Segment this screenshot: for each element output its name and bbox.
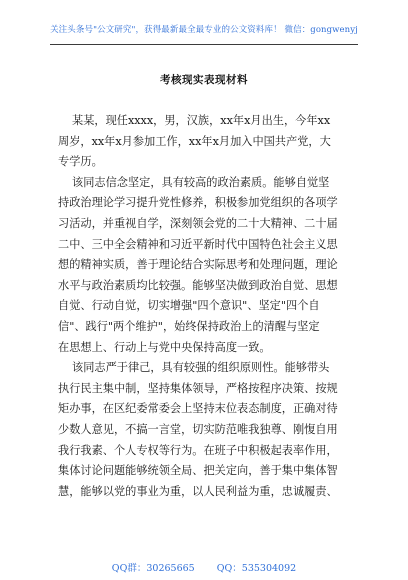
body-line: 我行我素、个人专权等行为。在班子中积极起表率作用，: [58, 443, 338, 457]
body-line: 少数人意见，不搞一言堂，切实防范唯我独尊、刚愎自用: [58, 422, 338, 436]
body-line: 想的精神实质，善于理论结合实际思考和处理问题，理论: [58, 258, 338, 272]
body-line: 在思想上、行动上与党中央保持高度一致。: [58, 340, 271, 354]
body-line: 执行民主集中制，坚持集体领导，严格按程序决策、按规: [58, 381, 338, 395]
body-line: 该同志严于律己，具有较强的组织原则性。能够带头: [72, 361, 330, 375]
body-line: 集体讨论问题能够统领全局、把关定向，善于集中集体智: [58, 464, 338, 478]
body-line: 信"、践行"两个维护"，始终保持政治上的清醒与坚定: [58, 319, 320, 333]
header-divider: [50, 44, 358, 45]
body-line: 矩办事，在区纪委常委会上坚持末位表态制度，正确对待: [58, 402, 338, 416]
body-line: 慧，能够以党的事业为重，以人民利益为重，忠诚履责、: [58, 484, 338, 498]
document-title: 考核现实表现材料: [160, 74, 248, 86]
footer-qq-number: QQ：535304092: [216, 563, 297, 574]
document-body: [58, 111, 352, 502]
body-line: 周岁，xx年x月参加工作，xx年x月加入中国共产党，大: [58, 134, 331, 148]
body-line: 专学历。: [58, 155, 103, 169]
footer-contact: [0, 560, 408, 574]
body-line: 二中、三中全会精神和习近平新时代中国特色社会主义思: [58, 237, 338, 251]
body-line: 某某，现任xxxx，男，汉族，xx年x月出生，今年xx: [72, 114, 331, 127]
body-line: 该同志信念坚定，具有较高的政治素质。能够自觉坚: [72, 175, 330, 189]
body-line: 水平与政治素质均比较强。能够坚决做到政治自觉、思想: [58, 278, 338, 292]
body-line: 习活动，并重视自学，深刻领会党的二十大精神、二十届: [58, 216, 338, 230]
footer-qq-group: QQ群：30265665: [111, 563, 195, 574]
body-line: 持政治理论学习提升党性修养，积极参加党组织的各项学: [58, 196, 338, 210]
body-line: 自觉、行动自觉，切实增强"四个意识"、坚定"四个自: [58, 299, 320, 313]
header-banner: 关注头条号"公文研究"，获得最新最全最专业的公文资料库！ 微信：gongwenyj: [50, 25, 358, 35]
